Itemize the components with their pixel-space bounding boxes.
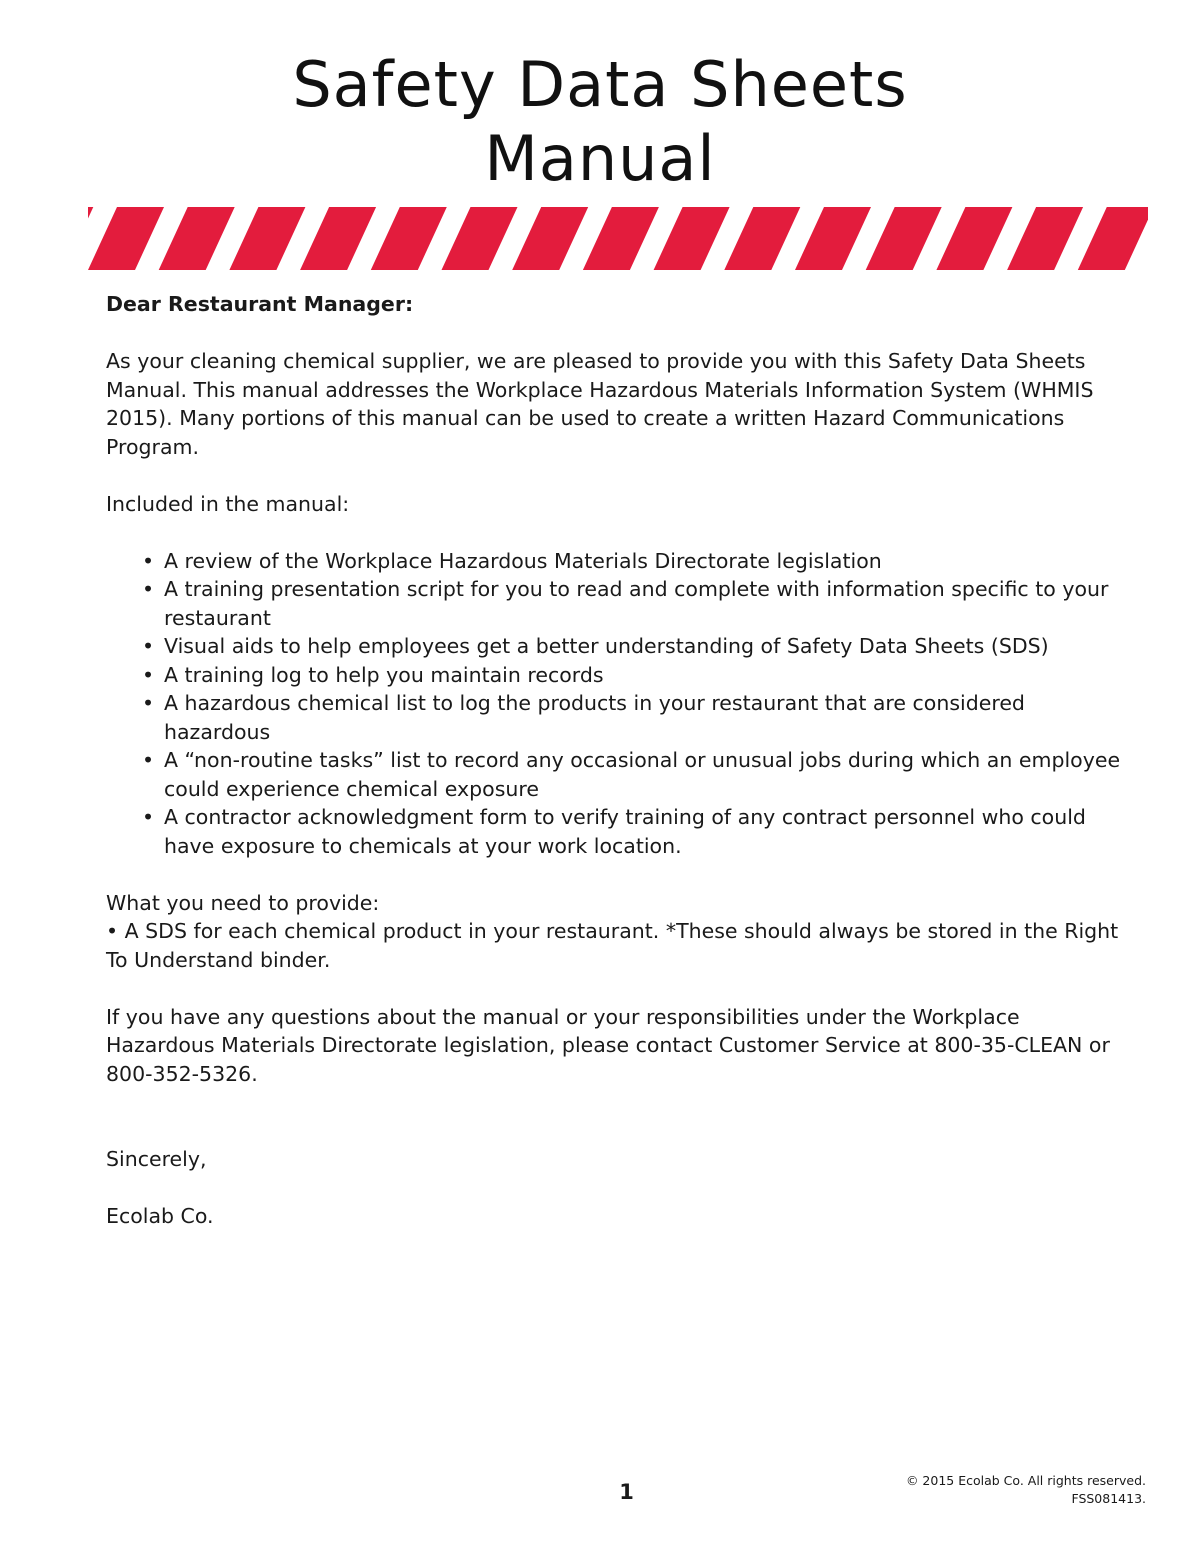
hazard-stripe bbox=[1078, 207, 1148, 270]
hazard-stripe bbox=[654, 207, 730, 270]
list-item: • Visual aids to help employees get a better understanding of Safety Data Sheets (SDS) bbox=[142, 632, 1126, 661]
included-list bbox=[106, 547, 1126, 861]
list-item: • A hazardous chemical list to log the products in your restaurant that are considered hazardous bbox=[142, 691, 1025, 744]
title-line-2: Manual bbox=[484, 122, 716, 195]
signature: Ecolab Co. bbox=[106, 1204, 214, 1228]
document-title bbox=[0, 48, 1200, 196]
hazard-stripe bbox=[159, 207, 235, 270]
bullet: • bbox=[142, 805, 155, 829]
letter-body bbox=[106, 290, 1126, 1259]
bullet: • bbox=[142, 748, 155, 772]
hazard-stripe bbox=[724, 207, 800, 270]
hazard-stripe bbox=[88, 207, 164, 270]
bullet: • bbox=[142, 662, 155, 687]
included-heading: Included in the manual: bbox=[106, 491, 350, 516]
provide-item: • A SDS for each chemical product in your restaurant. *These should always be stored in the Right To Understand binder. bbox=[106, 919, 1119, 972]
provide-section bbox=[106, 889, 1126, 975]
hazard-stripe bbox=[229, 207, 305, 270]
hazard-stripe bbox=[1007, 207, 1083, 270]
hazard-stripe bbox=[300, 207, 376, 270]
list-item: • A “non-routine tasks” list to record any occasional or unusual jobs during which an employee could experience chemical exposure bbox=[142, 748, 1121, 801]
list-item: • A training presentation script for you to read and complete with information specific to your restaurant bbox=[142, 577, 1109, 630]
page-number: 1 bbox=[619, 1480, 634, 1504]
bullet: • bbox=[142, 634, 155, 658]
bullet: • bbox=[142, 577, 155, 601]
hazard-stripe bbox=[371, 207, 447, 270]
greeting: Dear Restaurant Manager: bbox=[106, 292, 414, 316]
hazard-stripe bbox=[583, 207, 659, 270]
intro-paragraph: As your cleaning chemical supplier, we are pleased to provide you with this Safety Data Sheets Manual. This manual addresses the Workplace Hazardous Materials Information System (WHMIS 2015). Many portions of this manual can be used to create a written Hazard Communications Program. bbox=[106, 349, 1094, 459]
hazard-stripe-banner bbox=[88, 207, 1148, 270]
footer-notice bbox=[906, 1472, 1146, 1508]
list-item: • A contractor acknowledgment form to verify training of any contract personnel who could have exposure to chemicals at your work location. bbox=[142, 805, 1086, 858]
bullet: • bbox=[142, 548, 155, 573]
document-code: FSS081413. bbox=[1071, 1491, 1146, 1506]
hazard-stripe bbox=[442, 207, 518, 270]
hazard-stripe bbox=[936, 207, 1012, 270]
copyright-text: © 2015 Ecolab Co. All rights reserved. bbox=[905, 1473, 1146, 1488]
questions-paragraph: If you have any questions about the manual or your responsibilities under the Workplace Hazardous Materials Directorate legislation, please contact Customer Service at 800-35-CLEAN or 800-352-5326. bbox=[106, 1004, 1110, 1086]
closing: Sincerely, bbox=[106, 1147, 207, 1171]
list-item: • A training log to help you maintain records bbox=[142, 661, 1126, 690]
hazard-stripe bbox=[512, 207, 588, 270]
provide-heading: What you need to provide: bbox=[106, 890, 380, 915]
hazard-stripe bbox=[795, 207, 871, 270]
list-item: • A review of the Workplace Hazardous Materials Directorate legislation bbox=[142, 547, 1126, 576]
bullet: • bbox=[142, 691, 155, 715]
title-line-1: Safety Data Sheets bbox=[292, 48, 908, 121]
hazard-stripe bbox=[866, 207, 942, 270]
